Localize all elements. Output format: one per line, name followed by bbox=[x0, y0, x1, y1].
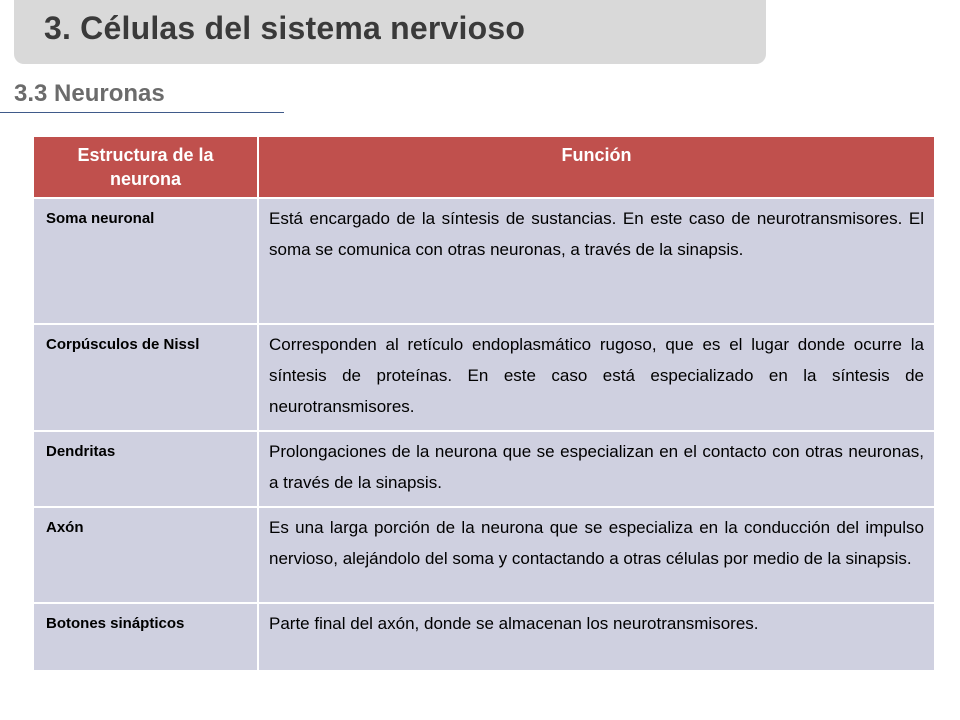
subtitle-underline bbox=[0, 112, 284, 113]
header-function: Función bbox=[258, 137, 934, 198]
function-cell: Está encargado de la síntesis de sustancias. En este caso de neurotransmisores. El soma se comunica con otras neuronas, a través de la sinapsis. bbox=[258, 198, 934, 324]
page-title: 3. Células del sistema nervioso bbox=[44, 10, 526, 46]
structure-cell: Corpúsculos de Nissl bbox=[34, 324, 258, 431]
neuron-structure-table bbox=[34, 137, 934, 670]
function-cell: Prolongaciones de la neurona que se especializan en el contacto con otras neuronas, a través de la sinapsis. bbox=[258, 431, 934, 507]
table-header-row bbox=[34, 137, 934, 198]
table-row bbox=[34, 431, 934, 507]
function-cell: Parte final del axón, donde se almacenan los neurotransmisores. bbox=[258, 603, 934, 670]
structure-cell: Dendritas bbox=[34, 431, 258, 507]
table-row bbox=[34, 198, 934, 324]
function-cell: Corresponden al retículo endoplasmático rugoso, que es el lugar donde ocurre la síntesis de proteínas. En este caso está especializado en la síntesis de neurotransmisores. bbox=[258, 324, 934, 431]
structure-cell: Axón bbox=[34, 507, 258, 603]
header-structure: Estructura de la neurona bbox=[34, 137, 258, 198]
table-row bbox=[34, 324, 934, 431]
section-subtitle: 3.3 Neuronas bbox=[14, 80, 165, 107]
table-row bbox=[34, 507, 934, 603]
structure-cell: Botones sinápticos bbox=[34, 603, 258, 670]
function-cell: Es una larga porción de la neurona que se especializa en la conducción del impulso nervioso, alejándolo del soma y contactando a otras células por medio de la sinapsis. bbox=[258, 507, 934, 603]
structure-cell: Soma neuronal bbox=[34, 198, 258, 324]
table-row bbox=[34, 603, 934, 670]
